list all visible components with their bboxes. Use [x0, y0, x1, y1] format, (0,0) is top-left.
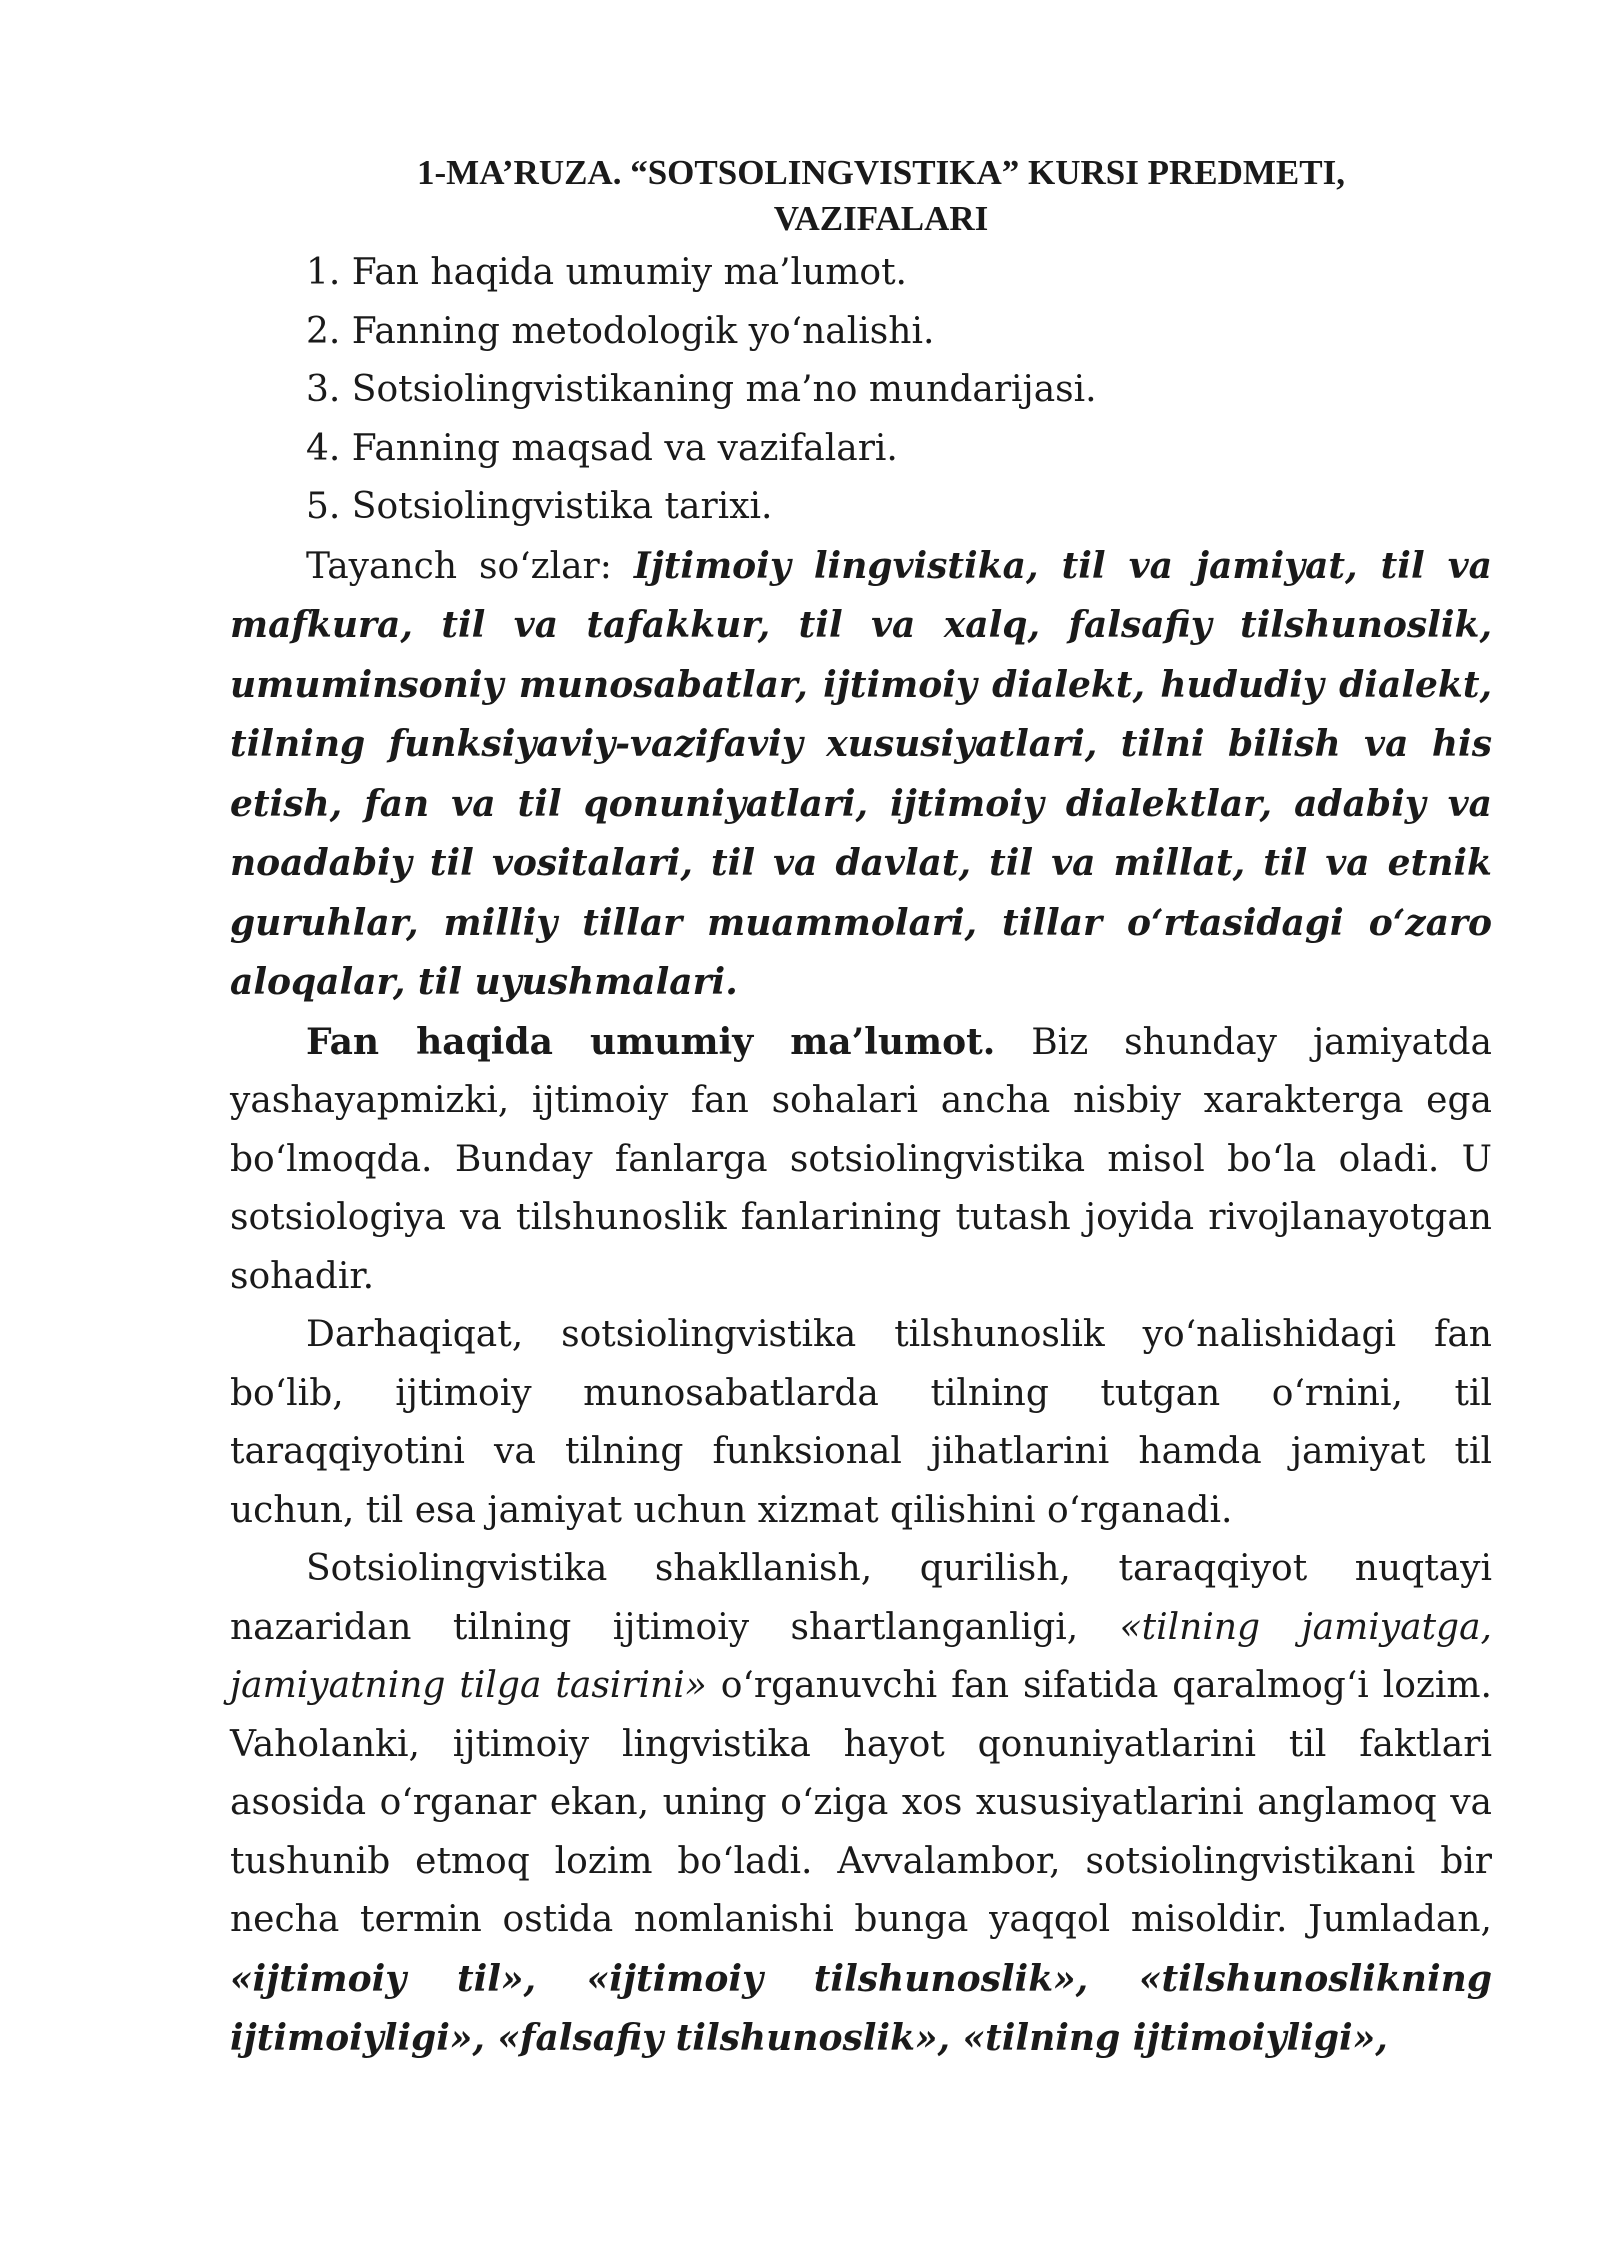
lecture-title [230, 150, 1492, 242]
section-text: Biz shunday jamiyatda yashayapmizki, ijtimoiy fan sohalari ancha nisbiy xarakterga ega bo‘lmoqda. Bunday fanlarga sotsiolingvistika misol bo‘la oladi. U sotsiologiya va tilshunoslik fanlarining tutash joyida rivojlanayotgan sohadir. [230, 1021, 1492, 1297]
keywords-paragraph [230, 537, 1492, 1013]
paragraph-3-italic-quote: «tilning jamiyatga, jamiyatning tilga tasirini» [230, 1606, 1492, 1706]
outline-item: 1. Fan haqida umumiy ma’lumot. [306, 252, 907, 293]
section-heading: Fan haqida umumiy ma’lumot. [306, 1020, 996, 1063]
outline-item: 3. Sotsiolingvistikaning ma’no mundarijasi. [306, 369, 1097, 410]
title-line-2: VAZIFALARI [773, 199, 989, 238]
outline-item: 2. Fanning metodologik yo‘nalishi. [306, 310, 935, 352]
title-line-1: 1-MA’RUZA. “SOTSOLINGVISTIKA” KURSI PREDMETI, [417, 153, 1345, 192]
paragraph-2: Darhaqiqat, sotsiolingvistika tilshunoslik yo‘nalishidagi fan bo‘lib, ijtimoiy munosabatlarda tilning tutgan o‘rnini, til taraqqiyotini va tilning funksional jihatlarini hamda jamiyat til uchun, til esa jamiyat uchun xizmat qilishini o‘rganadi. [230, 1314, 1492, 1531]
document-page [230, 150, 1492, 2069]
section-general-info [230, 1013, 1492, 1307]
lecture-outline [230, 244, 1492, 537]
paragraph-3 [230, 1540, 1492, 2069]
outline-item: 5. Sotsiolingvistika tarixi. [306, 486, 773, 527]
outline-item: 4. Fanning maqsad va vazifalari. [306, 427, 898, 469]
paragraph-3-terms: «ijtimoiy til», «ijtimoiy tilshunoslik», «tilshunoslikning ijtimoiyligi», «falsafiy tilshunoslik», «tilning ijtimoiyligi», [230, 1957, 1492, 2059]
keywords-text: Ijtimoiy lingvistika, til va jamiyat, til va mafkura, til va tafakkur, til va xalq, falsafiy tilshunoslik, umuminsoniy munosabatlar, ijtimoiy dialekt, hududiy dialekt, tilning funksiyaviy-vazifaviy xususiyatlari, tilni bilish va his etish, fan va til qonuniyatlari, ijtimoiy dialektlar, adabiy va noadabiy til vositalari, til va davlat, til va millat, til va etnik guruhlar, milliy tillar muammolari, tillar o‘rtasidagi o‘zaro aloqalar, til uyushmalari. [230, 544, 1492, 1003]
paragraph-3-part-2: o‘rganuvchi fan sifatida qaralmog‘i lozim. Vaholanki, ijtimoiy lingvistika hayot qonuniyatlarini til faktlari asosida o‘rganar ekan, uning o‘ziga xos xususiyatlarini anglamoq va tushunib etmoq lozim bo‘ladi. Avvalambor, sotsiolingvistikani bir necha termin ostida nomlanishi bunga yaqqol misoldir. Jumladan, [230, 1665, 1492, 1940]
paragraph-3-part-1: Sotsiolingvistika shakllanish, qurilish, taraqqiyot nuqtayi nazaridan tilning ijtimoiy shartlanganligi, [230, 1548, 1492, 1648]
keywords-label: Tayanch so‘zlar: [306, 545, 634, 587]
